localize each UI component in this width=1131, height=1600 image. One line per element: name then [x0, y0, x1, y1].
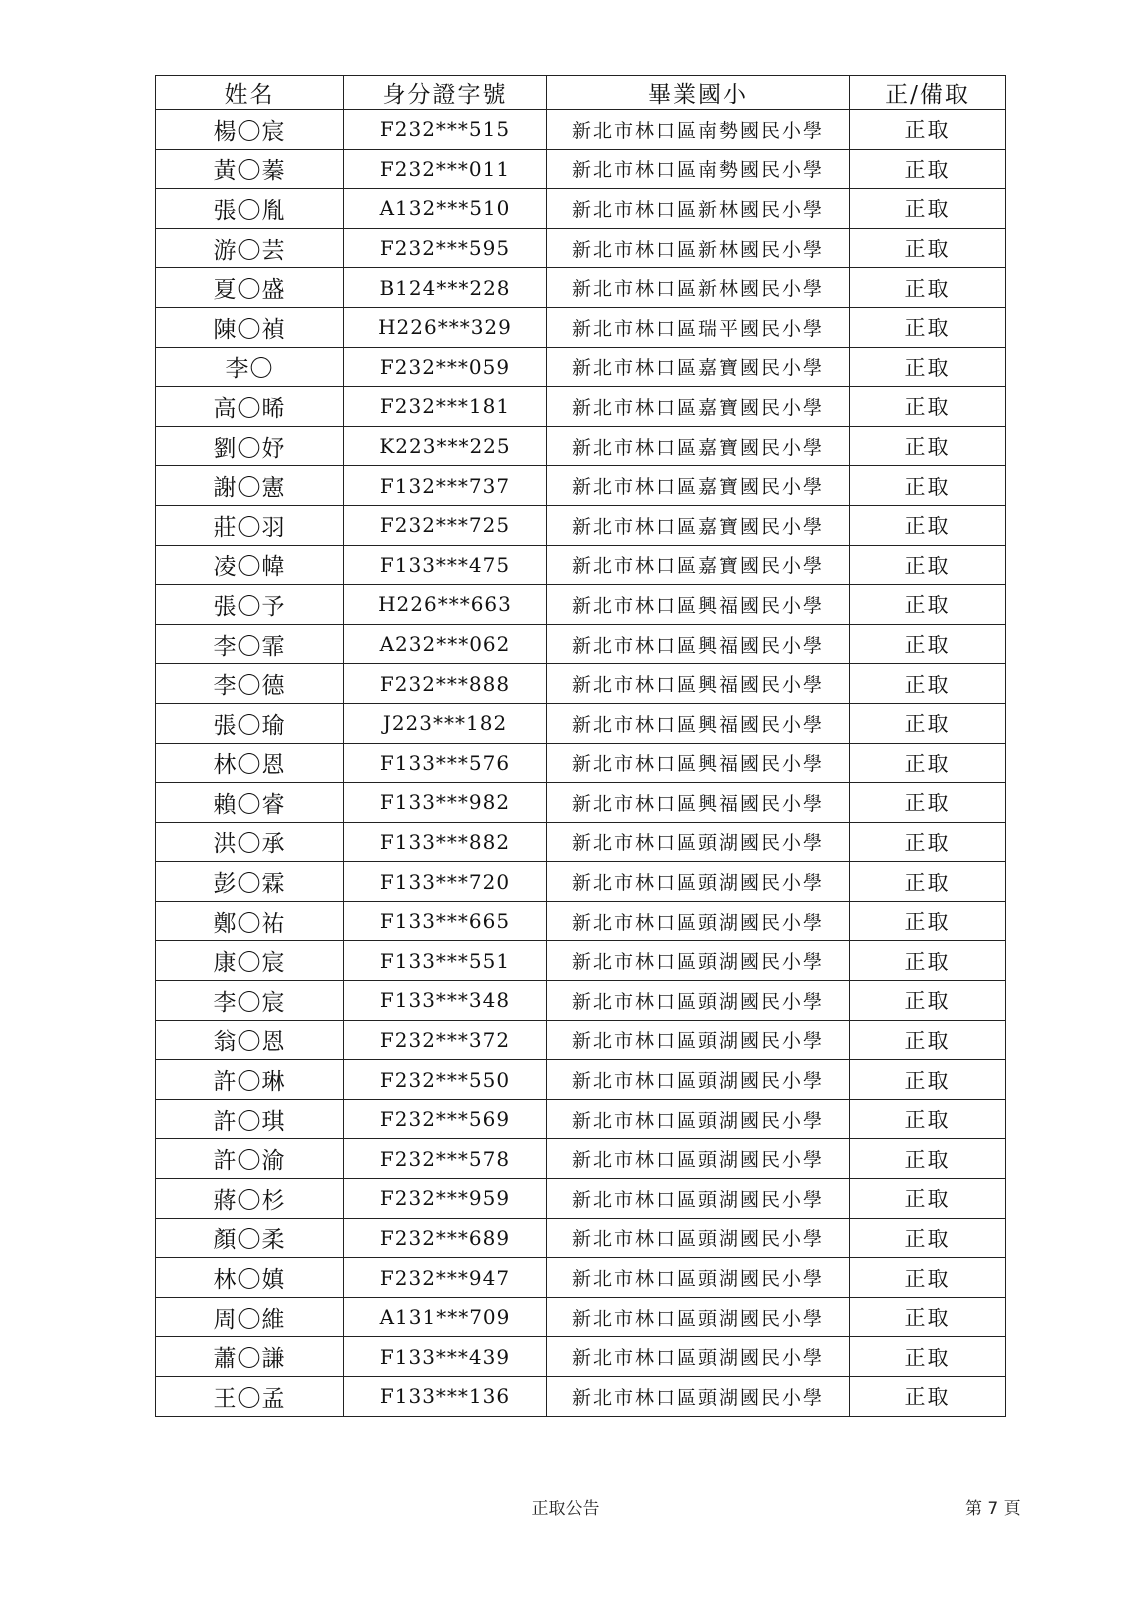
cell-id-number: F133***136	[344, 1377, 547, 1417]
cell-id-number: F132***737	[344, 466, 547, 506]
cell-name: 莊〇羽	[156, 505, 344, 545]
table-row	[156, 1179, 1006, 1219]
cell-name: 林〇嫃	[156, 1258, 344, 1298]
cell-name: 許〇琪	[156, 1099, 344, 1139]
cell-name: 高〇晞	[156, 387, 344, 427]
cell-school: 新北市林口區新林國民小學	[547, 268, 850, 308]
cell-status: 正取	[850, 703, 1006, 743]
cell-school: 新北市林口區嘉寶國民小學	[547, 387, 850, 427]
cell-school: 新北市林口區嘉寶國民小學	[547, 466, 850, 506]
cell-status: 正取	[850, 307, 1006, 347]
table-row	[156, 743, 1006, 783]
table-row	[156, 149, 1006, 189]
cell-status: 正取	[850, 1337, 1006, 1377]
table-row	[156, 1218, 1006, 1258]
cell-school: 新北市林口區興福國民小學	[547, 703, 850, 743]
cell-status: 正取	[850, 426, 1006, 466]
cell-id-number: F232***888	[344, 664, 547, 704]
cell-school: 新北市林口區頭湖國民小學	[547, 1179, 850, 1219]
table-row	[156, 585, 1006, 625]
cell-id-number: J223***182	[344, 703, 547, 743]
cell-status: 正取	[850, 1139, 1006, 1179]
cell-id-number: F232***725	[344, 505, 547, 545]
cell-school: 新北市林口區嘉寶國民小學	[547, 347, 850, 387]
table-row	[156, 1337, 1006, 1377]
table-row	[156, 466, 1006, 506]
cell-name: 張〇瑜	[156, 703, 344, 743]
cell-status: 正取	[850, 664, 1006, 704]
cell-status: 正取	[850, 862, 1006, 902]
cell-name: 彭〇霖	[156, 862, 344, 902]
admission-table	[155, 75, 1006, 1417]
footer-title: 正取公告	[531, 1499, 600, 1519]
table-row	[156, 1139, 1006, 1179]
table-row	[156, 1297, 1006, 1337]
cell-school: 新北市林口區嘉寶國民小學	[547, 545, 850, 585]
cell-id-number: B124***228	[344, 268, 547, 308]
cell-id-number: F232***059	[344, 347, 547, 387]
cell-name: 凌〇幃	[156, 545, 344, 585]
cell-name: 陳〇禎	[156, 307, 344, 347]
table-row	[156, 189, 1006, 229]
cell-status: 正取	[850, 822, 1006, 862]
cell-id-number: F133***551	[344, 941, 547, 981]
cell-school: 新北市林口區頭湖國民小學	[547, 1099, 850, 1139]
cell-id-number: F232***515	[344, 110, 547, 150]
cell-name: 蔣〇杉	[156, 1179, 344, 1219]
cell-id-number: F232***959	[344, 1179, 547, 1219]
cell-name: 翁〇恩	[156, 1020, 344, 1060]
table-row	[156, 901, 1006, 941]
table-row	[156, 783, 1006, 823]
cell-id-number: F232***550	[344, 1060, 547, 1100]
header-status: 正/備取	[850, 76, 1006, 110]
header-school: 畢業國小	[547, 76, 850, 110]
cell-name: 周〇維	[156, 1297, 344, 1337]
cell-name: 李〇霏	[156, 624, 344, 664]
cell-name: 游〇芸	[156, 228, 344, 268]
table-row	[156, 981, 1006, 1021]
table-row	[156, 347, 1006, 387]
table-row	[156, 1377, 1006, 1417]
cell-school: 新北市林口區新林國民小學	[547, 228, 850, 268]
cell-school: 新北市林口區興福國民小學	[547, 783, 850, 823]
cell-school: 新北市林口區頭湖國民小學	[547, 901, 850, 941]
cell-id-number: F232***011	[344, 149, 547, 189]
cell-name: 蕭〇謙	[156, 1337, 344, 1377]
table-row	[156, 268, 1006, 308]
cell-name: 鄭〇祐	[156, 901, 344, 941]
cell-status: 正取	[850, 466, 1006, 506]
cell-school: 新北市林口區南勢國民小學	[547, 149, 850, 189]
cell-school: 新北市林口區頭湖國民小學	[547, 1218, 850, 1258]
cell-status: 正取	[850, 149, 1006, 189]
table-row	[156, 307, 1006, 347]
cell-name: 許〇琳	[156, 1060, 344, 1100]
cell-name: 康〇宸	[156, 941, 344, 981]
header-row	[156, 76, 1006, 110]
cell-status: 正取	[850, 1020, 1006, 1060]
table-row	[156, 941, 1006, 981]
cell-name: 顏〇柔	[156, 1218, 344, 1258]
cell-status: 正取	[850, 783, 1006, 823]
header-id-number: 身分證字號	[344, 76, 547, 110]
cell-school: 新北市林口區南勢國民小學	[547, 110, 850, 150]
cell-school: 新北市林口區興福國民小學	[547, 664, 850, 704]
cell-name: 洪〇承	[156, 822, 344, 862]
cell-status: 正取	[850, 1258, 1006, 1298]
cell-school: 新北市林口區頭湖國民小學	[547, 1060, 850, 1100]
table-row	[156, 505, 1006, 545]
table-row	[156, 862, 1006, 902]
cell-school: 新北市林口區興福國民小學	[547, 624, 850, 664]
cell-name: 李〇德	[156, 664, 344, 704]
page-number: 第 7 頁	[965, 1499, 1021, 1519]
cell-name: 劉〇妤	[156, 426, 344, 466]
cell-school: 新北市林口區興福國民小學	[547, 585, 850, 625]
cell-school: 新北市林口區頭湖國民小學	[547, 1020, 850, 1060]
cell-id-number: F133***576	[344, 743, 547, 783]
cell-school: 新北市林口區嘉寶國民小學	[547, 426, 850, 466]
cell-status: 正取	[850, 1060, 1006, 1100]
cell-name: 楊〇宸	[156, 110, 344, 150]
cell-name: 王〇孟	[156, 1377, 344, 1417]
cell-id-number: F133***665	[344, 901, 547, 941]
cell-school: 新北市林口區頭湖國民小學	[547, 941, 850, 981]
cell-name: 許〇渝	[156, 1139, 344, 1179]
cell-name: 黃〇蓁	[156, 149, 344, 189]
cell-name: 謝〇憲	[156, 466, 344, 506]
cell-school: 新北市林口區頭湖國民小學	[547, 1139, 850, 1179]
cell-id-number: K223***225	[344, 426, 547, 466]
table-row	[156, 624, 1006, 664]
cell-school: 新北市林口區頭湖國民小學	[547, 822, 850, 862]
cell-school: 新北市林口區頭湖國民小學	[547, 1258, 850, 1298]
cell-school: 新北市林口區頭湖國民小學	[547, 1297, 850, 1337]
cell-status: 正取	[850, 901, 1006, 941]
cell-status: 正取	[850, 981, 1006, 1021]
cell-status: 正取	[850, 228, 1006, 268]
cell-status: 正取	[850, 189, 1006, 229]
cell-id-number: A232***062	[344, 624, 547, 664]
header-name: 姓名	[156, 76, 344, 110]
cell-id-number: F232***372	[344, 1020, 547, 1060]
cell-status: 正取	[850, 1377, 1006, 1417]
cell-id-number: F133***882	[344, 822, 547, 862]
cell-name: 張〇予	[156, 585, 344, 625]
cell-name: 夏〇盛	[156, 268, 344, 308]
cell-status: 正取	[850, 545, 1006, 585]
cell-status: 正取	[850, 941, 1006, 981]
cell-name: 李〇	[156, 347, 344, 387]
table-row	[156, 1099, 1006, 1139]
cell-name: 李〇宸	[156, 981, 344, 1021]
cell-name: 林〇恩	[156, 743, 344, 783]
table-row	[156, 387, 1006, 427]
cell-status: 正取	[850, 110, 1006, 150]
cell-id-number: A132***510	[344, 189, 547, 229]
cell-id-number: F232***578	[344, 1139, 547, 1179]
cell-school: 新北市林口區嘉寶國民小學	[547, 505, 850, 545]
cell-school: 新北市林口區頭湖國民小學	[547, 981, 850, 1021]
table-row	[156, 426, 1006, 466]
table-row	[156, 703, 1006, 743]
cell-status: 正取	[850, 505, 1006, 545]
cell-id-number: H226***663	[344, 585, 547, 625]
cell-status: 正取	[850, 624, 1006, 664]
cell-id-number: F133***348	[344, 981, 547, 1021]
cell-status: 正取	[850, 268, 1006, 308]
table-row	[156, 228, 1006, 268]
cell-status: 正取	[850, 1099, 1006, 1139]
cell-id-number: A131***709	[344, 1297, 547, 1337]
table-row	[156, 110, 1006, 150]
table-row	[156, 1258, 1006, 1298]
cell-id-number: F232***595	[344, 228, 547, 268]
cell-id-number: H226***329	[344, 307, 547, 347]
table-row	[156, 1060, 1006, 1100]
cell-status: 正取	[850, 585, 1006, 625]
cell-status: 正取	[850, 1297, 1006, 1337]
cell-school: 新北市林口區頭湖國民小學	[547, 1377, 850, 1417]
cell-status: 正取	[850, 1218, 1006, 1258]
cell-school: 新北市林口區頭湖國民小學	[547, 1337, 850, 1377]
cell-id-number: F232***947	[344, 1258, 547, 1298]
cell-name: 賴〇睿	[156, 783, 344, 823]
cell-status: 正取	[850, 347, 1006, 387]
cell-school: 新北市林口區新林國民小學	[547, 189, 850, 229]
cell-id-number: F232***569	[344, 1099, 547, 1139]
cell-status: 正取	[850, 1179, 1006, 1219]
cell-id-number: F232***689	[344, 1218, 547, 1258]
table-row	[156, 664, 1006, 704]
cell-id-number: F232***181	[344, 387, 547, 427]
cell-id-number: F133***720	[344, 862, 547, 902]
table-row	[156, 1020, 1006, 1060]
cell-school: 新北市林口區興福國民小學	[547, 743, 850, 783]
cell-id-number: F133***439	[344, 1337, 547, 1377]
cell-id-number: F133***982	[344, 783, 547, 823]
cell-status: 正取	[850, 743, 1006, 783]
cell-school: 新北市林口區瑞平國民小學	[547, 307, 850, 347]
cell-school: 新北市林口區頭湖國民小學	[547, 862, 850, 902]
table-row	[156, 822, 1006, 862]
cell-status: 正取	[850, 387, 1006, 427]
table-row	[156, 545, 1006, 585]
cell-id-number: F133***475	[344, 545, 547, 585]
cell-name: 張〇胤	[156, 189, 344, 229]
